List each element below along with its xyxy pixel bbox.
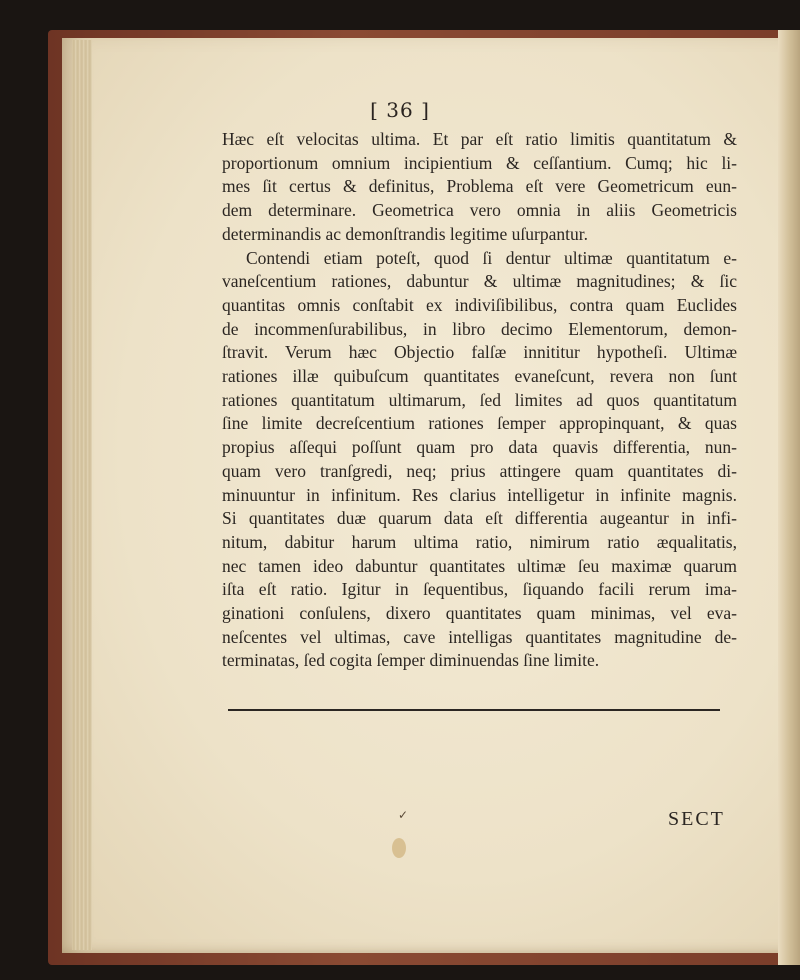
text-line: vaneſcentium rationes, dabuntur & ultimæ magnitudines; & ſic — [222, 271, 737, 292]
pencil-mark: ✓ — [398, 808, 409, 822]
text-line: Hæc eſt velocitas ultima. Et par eſt ratio limitis quantitatum & — [222, 129, 737, 149]
text-line: mes ſit certus & definitus, Problema eſt vere Geometricum eun- — [222, 176, 737, 197]
text-line: determinandis ac demonſtrandis legitime uſurpantur. — [222, 223, 588, 244]
text-line: terminatas, ſed cogita ſemper diminuendas ſine limite. — [222, 650, 600, 671]
text-line: Contendi etiam poteſt, quod ſi dentur ultimæ quantitatum e- — [246, 247, 737, 268]
page-edges — [72, 40, 92, 950]
text-line: ſine limite decreſcentium rationes ſemper appropinquant, & quas — [222, 413, 737, 434]
text-line: quam vero tranſgredi, neq; prius attingere quam quantitates di- — [222, 460, 737, 481]
text-line: de incommenſurabilibus, in libro decimo Elementorum, demon- — [222, 318, 737, 339]
page-number-header: [ 36 ] — [370, 98, 430, 122]
text-line: iſta eſt ratio. Igitur in ſequentibus, ſiquando facili rerum ima- — [222, 579, 737, 600]
catchword: SECT — [668, 808, 725, 830]
text-line: dem determinare. Geometrica vero omnia in aliis Geometricis — [222, 200, 737, 221]
paper-stain — [392, 838, 406, 858]
text-line: proportionum omnium incipientium & ceſſantium. Cumq; hic li- — [222, 152, 737, 173]
horizontal-rule — [228, 709, 720, 711]
text-line: neſcentes vel ultimas, cave intelligas quantitates magnitudine de- — [222, 626, 737, 647]
text-line: ſtravit. Verum hæc Objectio falſæ innititur hypotheſi. Ultimæ — [222, 342, 737, 363]
text-line: Si quantitates duæ quarum data eſt differentia augeantur in infi- — [222, 508, 737, 529]
text-line: rationes quantitatum ultimarum, ſed limites ad quos quantitatum — [222, 389, 737, 410]
text-line: rationes illæ quibuſcum quantitates evaneſcunt, revera non ſunt — [222, 366, 737, 387]
text-line: nec tamen ideo dabuntur quantitates ultimæ ſeu maximæ quarum — [222, 555, 737, 576]
fore-edge — [778, 30, 800, 965]
text-line: minuuntur in infinitum. Res clarius intelligetur in infinite magnis. — [222, 484, 737, 505]
text-line: ginationi conſulens, dixero quantitates quam minimas, vel eva- — [222, 603, 737, 624]
body-text — [222, 128, 737, 673]
text-line: quantitas omnis conſtabit ex indiviſibilibus, contra quam Euclides — [222, 294, 737, 315]
text-line: nitum, dabitur harum ultima ratio, nimirum ratio æqualitatis, — [222, 531, 737, 552]
text-line: propius aſſequi poſſunt quam pro data quavis differentia, nun- — [222, 437, 737, 458]
